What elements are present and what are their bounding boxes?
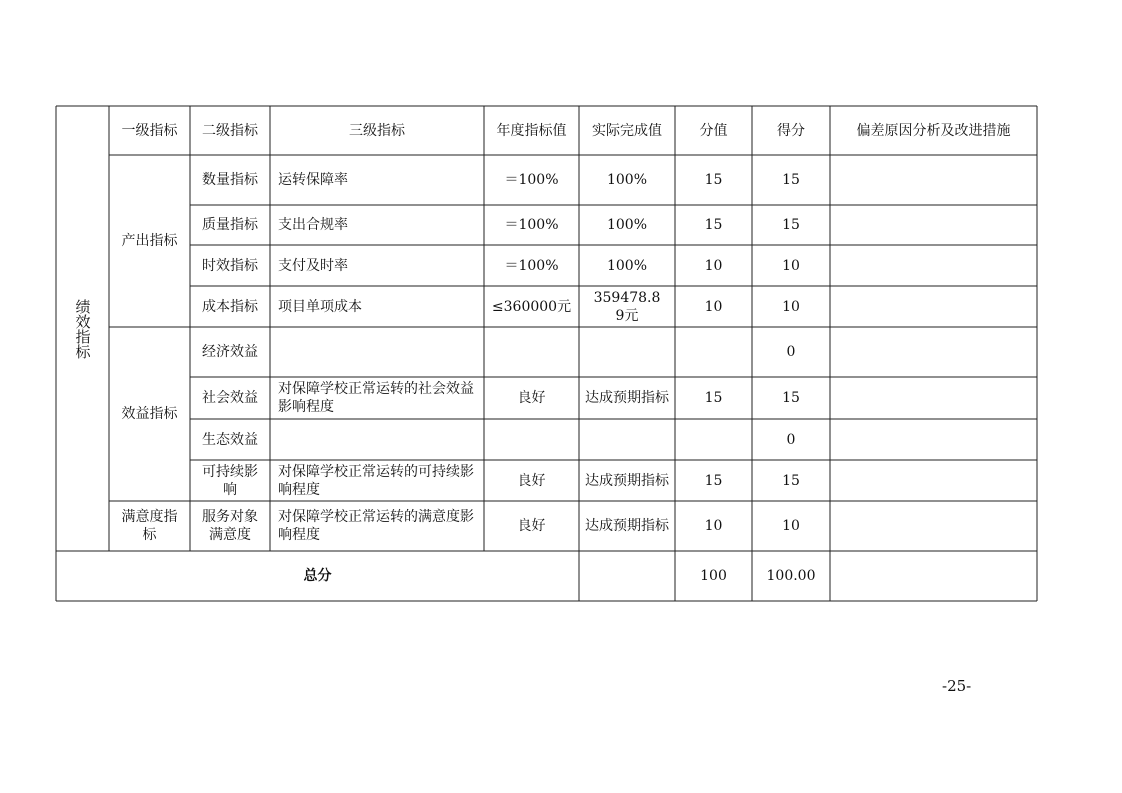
side-label-performance-indicators: 绩效指标 bbox=[73, 298, 92, 359]
row-target: ＝100% bbox=[504, 257, 559, 274]
row-actual: 达成预期指标 bbox=[585, 472, 669, 489]
row-actual: 359478.89元 bbox=[593, 289, 661, 324]
row-weight: 10 bbox=[704, 257, 723, 274]
row-actual: 达成预期指标 bbox=[585, 518, 669, 534]
row-level2: 成本指标 bbox=[202, 298, 258, 315]
row-analysis bbox=[830, 419, 1037, 460]
row-level3: 对保障学校正常运转的可持续影响程度 bbox=[278, 463, 474, 498]
row-level3: 运转保障率 bbox=[278, 172, 348, 188]
row-target: 良好 bbox=[517, 472, 546, 489]
row-analysis bbox=[830, 205, 1037, 245]
row-actual bbox=[579, 419, 675, 460]
row-weight: 15 bbox=[704, 172, 723, 188]
header-target: 年度指标值 bbox=[496, 122, 567, 139]
row-level2: 服务对象满意度 bbox=[202, 509, 258, 543]
row-analysis bbox=[830, 155, 1037, 205]
row-level2: 数量指标 bbox=[202, 172, 258, 188]
total-weight: 100 bbox=[700, 568, 727, 584]
group-benefit-indicators: 效益指标 bbox=[121, 406, 178, 422]
row-target: ≤360000元 bbox=[491, 298, 572, 315]
row-level2: 生态效益 bbox=[202, 431, 258, 448]
row-level3: 项目单项成本 bbox=[278, 298, 362, 315]
row-level3: 对保障学校正常运转的社会效益影响程度 bbox=[278, 381, 474, 415]
row-actual: 100% bbox=[606, 172, 648, 188]
row-level2: 经济效益 bbox=[202, 344, 258, 360]
header-level1: 一级指标 bbox=[121, 122, 178, 139]
header-score: 得分 bbox=[777, 122, 805, 139]
row-score: 15 bbox=[782, 390, 800, 406]
row-target bbox=[484, 419, 579, 460]
row-weight: 15 bbox=[704, 390, 723, 406]
row-level3: 支付及时率 bbox=[278, 257, 348, 274]
group-output-indicators: 产出指标 bbox=[121, 233, 178, 249]
row-score: 10 bbox=[782, 518, 800, 534]
total-score: 100.00 bbox=[766, 568, 816, 584]
row-actual: 达成预期指标 bbox=[585, 390, 669, 406]
group-satisfaction-indicators: 满意度指标 bbox=[121, 509, 178, 543]
row-analysis bbox=[830, 377, 1037, 419]
header-weight: 分值 bbox=[699, 122, 728, 139]
row-score: 10 bbox=[782, 298, 800, 315]
row-actual: 100% bbox=[606, 257, 648, 274]
total-label: 总分 bbox=[303, 568, 332, 584]
row-weight: 10 bbox=[704, 298, 723, 315]
row-weight: 15 bbox=[704, 217, 723, 233]
row-level2: 质量指标 bbox=[202, 217, 258, 233]
header-level2: 二级指标 bbox=[202, 122, 258, 139]
row-actual bbox=[579, 327, 675, 377]
row-target: 良好 bbox=[517, 390, 546, 406]
row-weight: 10 bbox=[704, 518, 723, 534]
row-score: 0 bbox=[786, 431, 796, 448]
row-target: ＝100% bbox=[504, 217, 559, 233]
total-analysis bbox=[830, 551, 1037, 601]
row-score: 15 bbox=[782, 172, 800, 188]
header-actual: 实际完成值 bbox=[592, 122, 662, 139]
row-score: 15 bbox=[782, 217, 800, 233]
header-level3: 三级指标 bbox=[349, 122, 405, 139]
row-score: 0 bbox=[786, 344, 796, 360]
row-weight bbox=[675, 327, 752, 377]
row-level3 bbox=[270, 327, 484, 377]
row-level2: 可持续影响 bbox=[202, 463, 258, 498]
row-level2: 时效指标 bbox=[202, 257, 258, 274]
row-level3 bbox=[270, 419, 484, 460]
row-analysis bbox=[830, 327, 1037, 377]
row-level2: 社会效益 bbox=[202, 390, 258, 406]
row-weight: 15 bbox=[704, 472, 723, 489]
row-target: ＝100% bbox=[504, 172, 559, 188]
row-weight bbox=[675, 419, 752, 460]
header-analysis: 偏差原因分析及改进措施 bbox=[856, 122, 1011, 139]
row-level3: 支出合规率 bbox=[278, 217, 348, 233]
row-analysis bbox=[830, 245, 1037, 286]
row-analysis bbox=[830, 501, 1037, 551]
page-number: -25- bbox=[942, 677, 972, 695]
row-score: 10 bbox=[782, 257, 800, 274]
row-actual: 100% bbox=[606, 217, 648, 233]
row-target bbox=[484, 327, 579, 377]
total-actual bbox=[579, 551, 675, 601]
row-analysis bbox=[830, 286, 1037, 327]
row-target: 良好 bbox=[517, 518, 546, 534]
row-score: 15 bbox=[782, 472, 800, 489]
row-level3: 对保障学校正常运转的满意度影响程度 bbox=[278, 509, 474, 543]
row-analysis bbox=[830, 460, 1037, 501]
